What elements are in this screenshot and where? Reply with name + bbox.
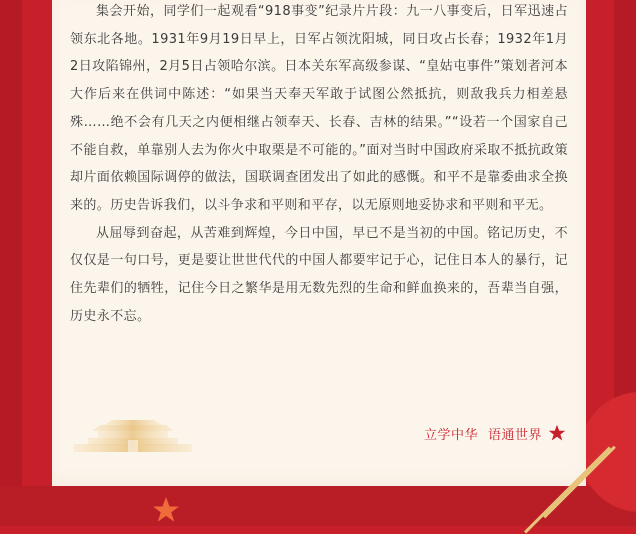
article-paragraph-1: 集会开始，同学们一起观看“918事变”纪录片片段：九一八事变后，日军迅速占领东北各地。1931年9月19日早上，日军占领沈阳城，同日攻占长春；1932年1月2日攻陷锦州，2月5日占领哈尔滨。日本关东军高级参谋、“皇姑屯事件”策划者河本大作后来在供词中陈述：“如果当天奉天军敢于试图公然抵抗，则敌我兵力相差悬殊……绝不会有几天之内便相继占领奉天、长春、吉林的结果。”“设若一个国家自己不能自救，单靠别人去为你火中取栗是不可能的。”面对当时中国政府采取不抵抗政策却片面依赖国际调停的做法，国联调查团发出了如此的感慨。和平不是靠委曲求全换来的。历史告诉我们，以斗争求和平则和平存，以无原则地妥协求和平则和平无。 bbox=[70, 4, 568, 213]
slogan-part-2: 语通世界 bbox=[488, 428, 543, 443]
article-body bbox=[70, 0, 568, 330]
tiananmen-gate-icon bbox=[74, 418, 192, 452]
footer-slogan bbox=[424, 424, 542, 443]
bottom-red-strip bbox=[0, 486, 636, 526]
article-paper bbox=[52, 0, 586, 486]
slogan-part-1: 立学中华 bbox=[424, 428, 479, 443]
article-paragraph-2: 从屈辱到奋起，从苦难到辉煌，今日中国，早已不是当初的中国。铭记历史，不仅仅是一句口号，更是要让世世代代的中国人都要牢记于心，记住日本人的暴行，记住先辈们的牺牲，记住今日之繁华是用无数先烈的生命和鲜血换来的，吾辈当自强，历史永不忘。 bbox=[70, 225, 568, 324]
star-icon bbox=[548, 424, 566, 442]
star-icon-bottom bbox=[152, 496, 180, 524]
left-red-band bbox=[0, 0, 22, 526]
